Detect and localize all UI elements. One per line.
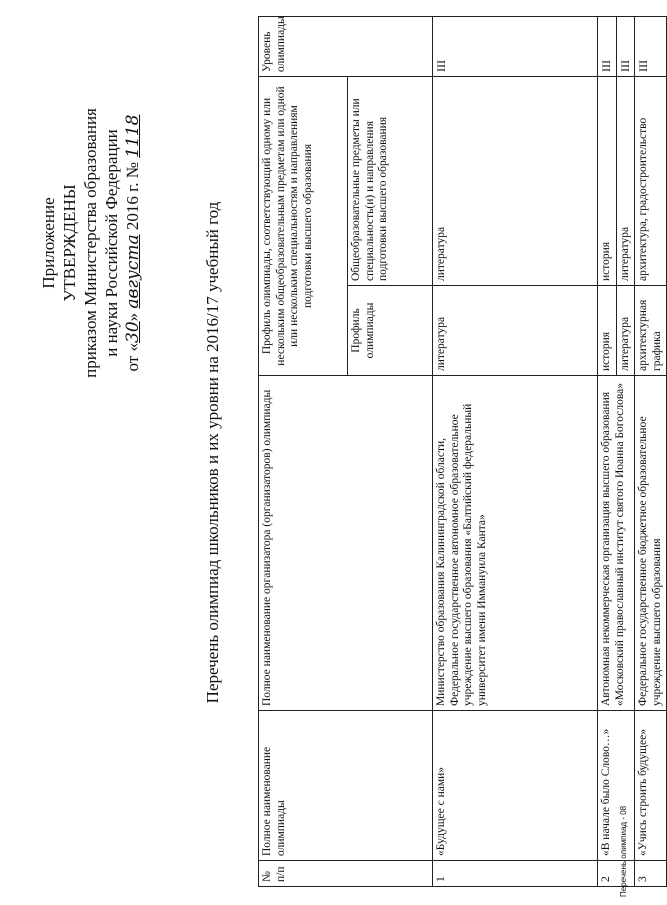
row-profile: архитектурная графика xyxy=(635,286,667,376)
col-header-name: Полное наименование олимпиады xyxy=(259,711,433,861)
order-line: приказом Министерства образования xyxy=(81,108,100,378)
row-subject: архитектура, градостроительство xyxy=(635,77,667,286)
row-level: III xyxy=(635,17,667,77)
col-header-organizer: Полное наименование организатора (организаторов) олимпиады xyxy=(259,376,433,711)
col-header-level: Уровень олимпиады xyxy=(259,17,433,77)
row-level: III xyxy=(598,17,617,77)
date-day-handwritten: 30 xyxy=(123,321,143,343)
date-prefix: от « xyxy=(123,343,142,372)
date-year: 2016 г. № xyxy=(123,162,142,231)
row-olympiad-name: «Будущее с нами» xyxy=(433,711,598,861)
page-footer: Перечень олимпиад - 08 xyxy=(619,805,628,897)
row-profile: литература xyxy=(433,286,598,376)
col-header-profile: Профиль олимпиады xyxy=(348,286,433,376)
row-level: III xyxy=(616,17,635,77)
table-row xyxy=(433,17,598,887)
approval-header xyxy=(38,78,144,408)
row-num: 1 xyxy=(433,861,598,887)
header-row xyxy=(259,17,348,887)
date-mid: » xyxy=(123,312,142,322)
row-subject: литература xyxy=(616,77,635,286)
row-olympiad-name: «Учись строить будущее» xyxy=(635,711,667,861)
document-title: Перечень олимпиад школьников и их уровни на 2016/17 учебный год xyxy=(203,201,222,704)
approved-label: УТВЕРЖДЕНЫ xyxy=(60,184,79,302)
row-subject: история xyxy=(598,77,617,286)
table-row xyxy=(635,17,667,887)
row-num: 3 xyxy=(635,861,667,887)
row-level: III xyxy=(433,17,598,77)
col-header-num: № п/п xyxy=(259,861,433,887)
row-profile: история xyxy=(598,286,617,376)
date-month-handwritten: августа xyxy=(123,234,143,309)
ministry-line: и науки Российской Федерации xyxy=(102,129,121,357)
col-header-profile-group: Профиль олимпиады, соответствующий одному или нескольким общеобразовательным предметам или одной или нескольким специальностям и направлениям подготовки высшего образования xyxy=(259,77,348,376)
order-number-handwritten: 1118 xyxy=(123,114,143,158)
col-header-subjects: Общеобразовательные предметы или специальность(и) и направления подготовки высшего образования xyxy=(348,77,433,286)
row-organizer: Автономная некоммерческая организация высшего образования «Московский православный институт святого Иоанна Богослова» xyxy=(598,376,635,711)
olympiad-table xyxy=(258,16,667,887)
table-row xyxy=(598,17,617,887)
row-organizer: Федеральное государственное бюджетное образовательное учреждение высшего образования xyxy=(635,376,667,711)
row-olympiad-name: «В начале было Слово…» xyxy=(598,711,635,861)
row-organizer: Министерство образования Калининградской области, Федеральное государственное автономное образовательное учреждение высшего образования «Балтийский федеральный университет имени Иммануила Канта» xyxy=(433,376,598,711)
row-profile: литература xyxy=(616,286,635,376)
row-num: 2 xyxy=(598,861,635,887)
order-date-line xyxy=(122,78,144,408)
appendix-label: Приложение xyxy=(39,197,58,289)
row-subject: литература xyxy=(433,77,598,286)
